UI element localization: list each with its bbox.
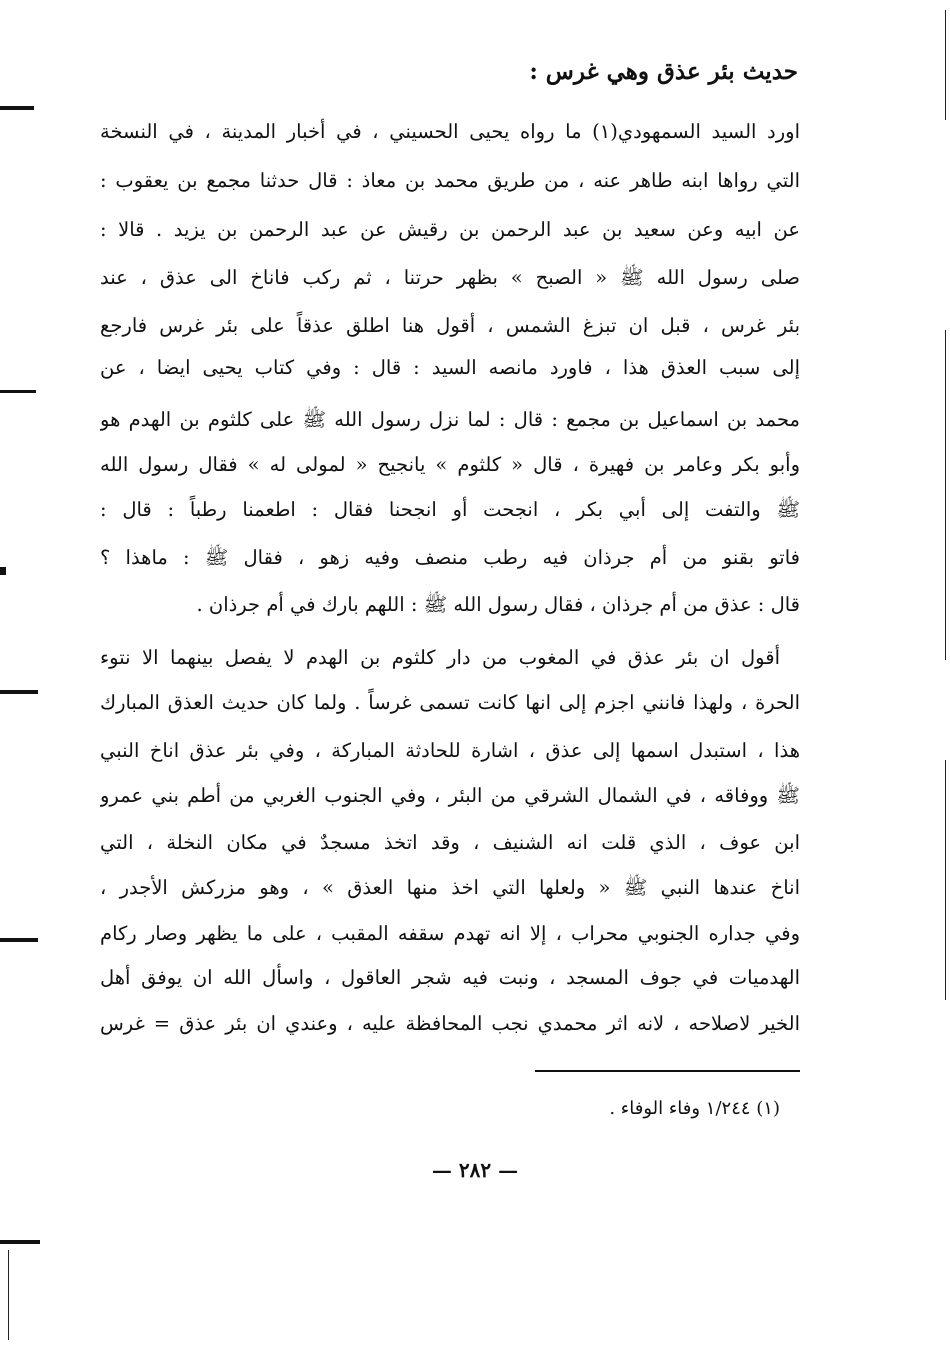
scan-margin-mark bbox=[0, 390, 36, 393]
scan-margin-mark bbox=[0, 938, 38, 942]
text-line: محمد بن اسماعيل بن مجمع : قال : لما نزل رسول الله ﷺ على كلثوم بن الهدم هو bbox=[100, 408, 800, 431]
text-line: ﷺ والتفت إلى أبي بكر ، انجحت أو انجحنا فقال : اطعمنا رطباً : قال : bbox=[100, 498, 800, 521]
text-line: الهدميات في جوف المسجد ، ونبت فيه شجر العاقول ، واسأل الله ان يوفق أهل bbox=[100, 966, 800, 989]
scan-edge-line bbox=[945, 10, 946, 120]
text-line: وفي جداره الجنوبي محراب ، إلا انه تهدم سقفه المقبب ، على ما يظهر وصار ركام bbox=[100, 922, 800, 945]
text-line: قال : عذق من أم جرذان ، فقال رسول الله ﷺ : اللهم بارك في أم جرذان . bbox=[196, 593, 800, 616]
page-number: — ٢٨٢ — bbox=[431, 1158, 519, 1182]
text-line: إلى سبب العذق هذا ، فاورد مانصه السيد : قال : وفي كتاب يحيى ايضا ، عن bbox=[100, 356, 800, 379]
scan-margin-mark bbox=[0, 1240, 40, 1244]
text-line: وأبو بكر وعامر بن فهيرة ، قال « كلثوم » يانجيح « لمولى له » فقال رسول الله bbox=[100, 453, 800, 476]
scan-margin-line bbox=[8, 1250, 9, 1340]
text-line: اناخ عندها النبي ﷺ « ولعلها التي اخذ منها العذق » ، وهو مزركش الأجدر ، bbox=[100, 876, 800, 899]
text-line: الخير لاصلاحه ، لانه اثر محمدي نجب المحافظة عليه ، وعندي ان بئر عذق = غرس bbox=[100, 1012, 800, 1035]
text-line: اورد السيد السمهودي(١) ما رواه يحيى الحسيني ، في أخبار المدينة ، في النسخة bbox=[100, 120, 800, 143]
text-line: فاتو بقنو من أم جرذان فيه رطب منصف وفيه زهو ، فقال ﷺ : ماهذا ؟ bbox=[100, 546, 800, 569]
text-line: الحرة ، ولهذا فانني اجزم إلى انها كانت تسمى غرساً . ولما كان حديث العذق المبارك bbox=[100, 691, 800, 714]
footnote: (١) ١/٢٤٤ وفاء الوفاء . bbox=[609, 1098, 780, 1119]
text-line: صلى رسول الله ﷺ « الصبح » بظهر حرتنا ، ثم ركب فاناخ الى عذق ، عند bbox=[100, 266, 800, 289]
text-line: بئر غرس ، قبل ان تبزغ الشمس ، أقول هنا اطلق عذقاً على بئر غرس فارجع bbox=[100, 314, 800, 337]
scan-margin-mark bbox=[0, 106, 34, 110]
scan-margin-mark bbox=[0, 690, 38, 694]
text-line: عن ابيه وعن سعيد بن عبد الرحمن بن رقيش عن عبد الرحمن بن يزيد . قالا : bbox=[100, 218, 800, 241]
text-line: ﷺ ووفاقه ، في الشمال الشرقي من البئر ، وفي الجنوب الغربي من أطم بني عمرو bbox=[100, 784, 800, 807]
text-line: ابن عوف ، الذي قلت انه الشنيف ، وقد اتخذ مسجدٌ في مكان النخلة ، التي bbox=[100, 831, 800, 854]
text-line: أقول ان بئر عذق في المغوب من دار كلثوم بن الهدم لا يفصل بينهما الا نتوء bbox=[100, 646, 780, 669]
text-line: هذا ، استبدل اسمها إلى عذق ، اشارة للحادثة المباركة ، وفي بئر عذق اناخ النبي bbox=[100, 739, 800, 762]
section-heading: حديث بئر عذق وهي غرس : bbox=[529, 58, 798, 85]
scan-margin-mark bbox=[0, 567, 6, 575]
scan-edge-line bbox=[945, 760, 946, 1000]
text-line: التي رواها ابنه طاهر عنه ، من طريق محمد بن معاذ : قال حدثنا مجمع بن يعقوب : bbox=[100, 169, 800, 192]
footnote-separator bbox=[535, 1070, 800, 1072]
scan-edge-line bbox=[945, 330, 946, 660]
